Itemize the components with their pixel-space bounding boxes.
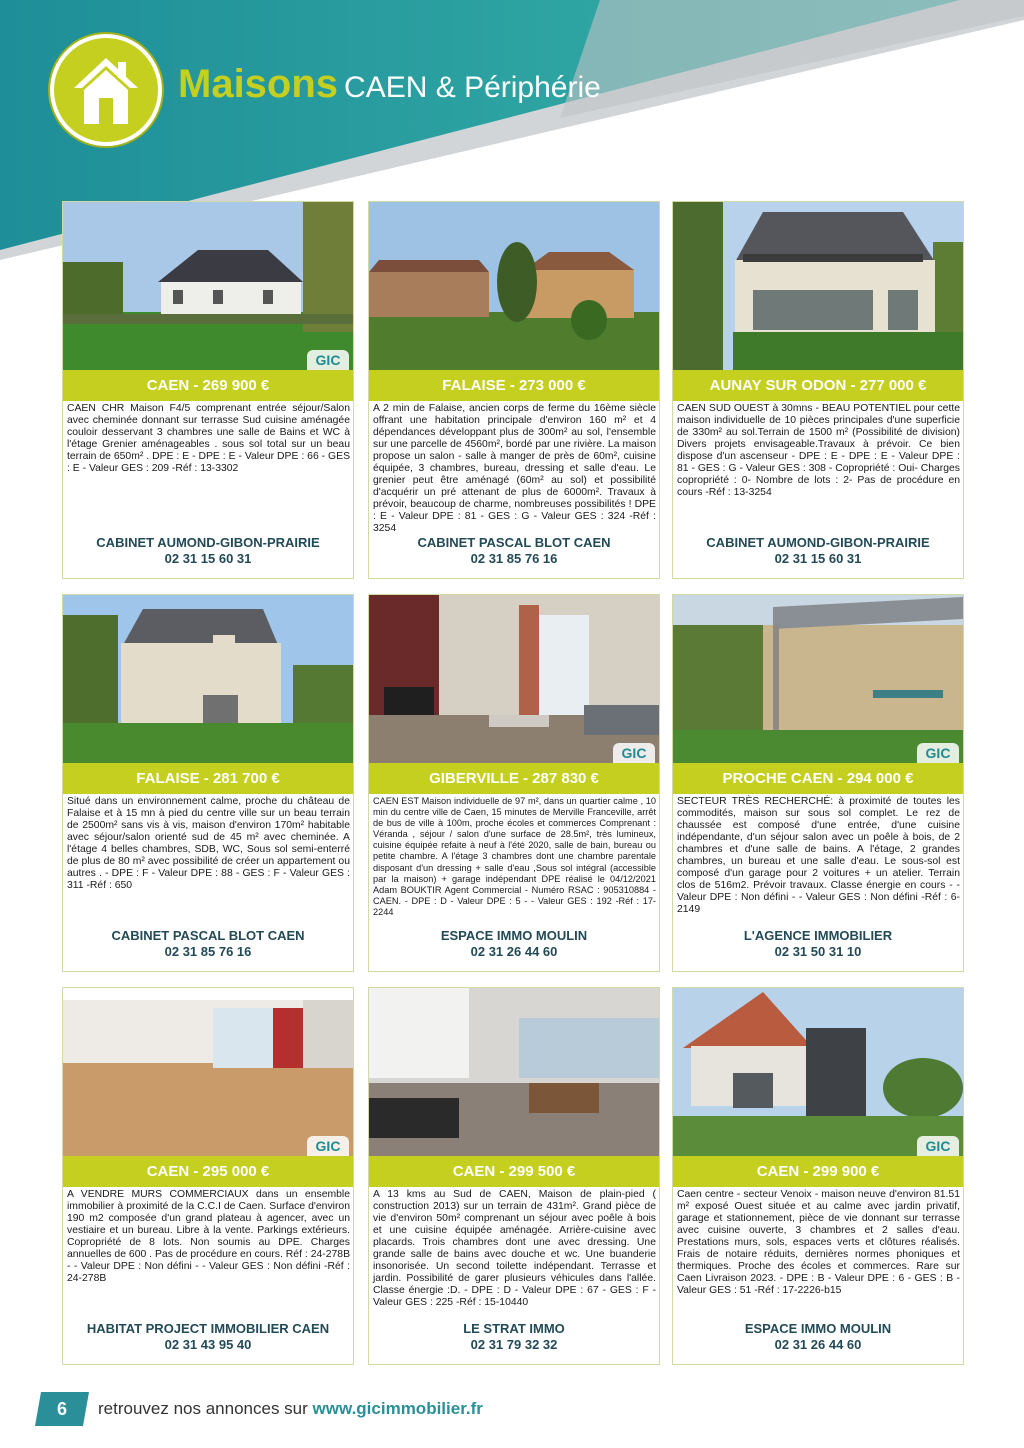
listing-card[interactable] [368,594,660,972]
listing-phone[interactable]: 02 31 15 60 31 [164,551,252,566]
listing-photo [673,595,963,763]
listing-description: Caen centre - secteur Venoix - maison neuve d'environ 81.51 m² exposé Ouest située et au calme avec jardin privatif, garage et stationnement, pièce de vie donnant sur terrasse avec cuisine ouverte, 3 chambres et 2 salles d'eau. Prestations murs, sols, espaces verts et clôtures réalisés. Frais de notaire réduits, dernières normes phoniques et thermiques. Proche des écoles et commerces. Rare sur Caen Livraison 2023. - DPE : B - Valeur DPE : 6 - GES : B - Valeur GES : 51 -Réf : 17-2226-b15 [677,1189,960,1296]
listing-agency[interactable]: LE STRAT IMMO [463,1321,565,1336]
listing-photo [369,202,659,370]
listing-photo [63,988,353,1156]
listing-description: Situé dans un environnement calme, proche du château de Falaise et à 15 mn à pied du centre ville sur un beau terrain de 2500m² sans vis à vis, maison d'environ 170m² habitable avec séjour/salon orienté sud de 45 m² avec cheminée. A l'étage 4 belles chambres, SDB, WC, Sous sol semi-enterré de plus de 80 m² avec possibilité de créer un appartement ou autres . - DPE : F - Valeur DPE : 88 - GES : F - Valeur GES : 311 -Réf : 650 [67,796,350,891]
listing-title: CAEN - 295 000 € [63,1156,353,1187]
listing-card[interactable] [62,987,354,1365]
listing-title: CAEN - 269 900 € [63,370,353,401]
agency-logo: GIC [307,350,349,370]
listing-card[interactable] [62,201,354,579]
agency-logo: GIC [307,1136,349,1156]
page-title-sub: CAEN & Périphérie [344,71,601,104]
page-title-main: Maisons [178,62,339,106]
listing-card[interactable] [368,201,660,579]
listing-photo [369,595,659,763]
listing-photo [369,988,659,1156]
listing-agency[interactable]: CABINET AUMOND-GIBON-PRAIRIE [706,535,930,550]
listing-title: FALAISE - 273 000 € [369,370,659,401]
listing-card[interactable] [62,594,354,972]
agency-logo: GIC [917,1136,959,1156]
page-number: 6 [56,1399,67,1419]
listing-title: GIBERVILLE - 287 830 € [369,763,659,794]
listing-agency[interactable]: CABINET AUMOND-GIBON-PRAIRIE [96,535,320,550]
listing-description: A 2 min de Falaise, ancien corps de ferme du 16ème siècle offrant une habitation principale d'environ 160 m² et 4 dépendances développant plus de 300m² au sol, l'ensemble sur une parcelle de 4560m², bordé par une rivière. La maison propose un salon - salle à manger de près de 60m², cuisine équipée, 3 chambres, bureau, dressing et salle d'eau. Le grenier peut être aménagé (60m² au sol) et possibilité d'acquérir un pré attenant de plus de 6000m². Travaux à prévoir, beaucoup de charme, nombreuses possibilités ! DPE : E - Valeur DPE : 81 - GES : G - Valeur GES : 324 -Réf : 3254 [373,403,656,534]
listing-agency[interactable]: ESPACE IMMO MOULIN [744,1321,892,1336]
listing-description: CAEN SUD OUEST à 30mns - BEAU POTENTIEL pour cette maison individuelle de 10 pièces principales d'une superficie de 330m² au sol.Terrain de 1500 m² (Possibilité de division) Divers projets envisageable.Travaux à prévoir. Ce bien dispose d'un ascenseur - DPE : E - DPE : E - Valeur DPE : 81 - GES : G - Valeur GES : 308 - Copropriété : Oui- Charges copropriété : 0- Nombre de lots : 2- Pas de procédure en cours -Réf : 13-3254 [677,403,960,498]
listing-title: CAEN - 299 500 € [369,1156,659,1187]
listing-agency[interactable]: L'AGENCE IMMOBILIER [743,928,893,943]
footer-text [98,1399,483,1419]
listing-title: FALAISE - 281 700 € [63,763,353,794]
listing-phone[interactable]: 02 31 43 95 40 [164,1337,252,1352]
listing-phone[interactable]: 02 31 26 44 60 [470,944,558,959]
listing-phone[interactable]: 02 31 85 76 16 [470,551,558,566]
listing-title: PROCHE CAEN - 294 000 € [673,763,963,794]
agency-logo: GIC [917,743,959,763]
listing-card[interactable] [368,987,660,1365]
listing-agency[interactable]: HABITAT PROJECT IMMOBILIER CAEN [86,1321,330,1336]
page-title [178,62,601,107]
listing-agency[interactable]: CABINET PASCAL BLOT CAEN [417,535,611,550]
listing-photo [63,595,353,763]
listing-description: A 13 kms au Sud de CAEN, Maison de plain-pied ( construction 2013) sur un terrain de 431m². Grand pièce de vie d'environ 50m² comprenant un séjour avec poêle à bois et une cuisine équipée aménagée. Arrière-cuisine avec placards. Trois chambres dont une avec dressing. Une grande salle de bains avec douche et wc. Une buanderie insonorisée. Un second toilette indépendant. Terrasse et jardin. Possibilité de garer plusieurs véhicules dans l'allée. Classe énergie :D. - DPE : D - Valeur DPE : 67 - GES : F - Valeur GES : 225 -Réf : 15-10440 [373,1189,656,1308]
footer-caption: retrouvez nos annonces sur [98,1399,308,1418]
listing-photo [673,988,963,1156]
listing-phone[interactable]: 02 31 79 32 32 [470,1337,558,1352]
listing-phone[interactable]: 02 31 15 60 31 [774,551,862,566]
listing-agency[interactable]: CABINET PASCAL BLOT CAEN [111,928,305,943]
listing-phone[interactable]: 02 31 26 44 60 [774,1337,862,1352]
listing-agency[interactable]: ESPACE IMMO MOULIN [440,928,588,943]
listing-phone[interactable]: 02 31 85 76 16 [164,944,252,959]
listing-photo [63,202,353,370]
listing-description: A VENDRE MURS COMMERCIAUX dans un ensemble immobilier à proximité de la C.C.I de Caen. Surface d'environ 190 m2 composée d'un grand plateau à agencer, avec un vestiaire et un bureau. Libre à la vente. Parkings extérieurs. Copropriété de 8 lots. Non soumis au DPE. Charges annuelles de 600 . Pas de procédure en cours. Réf : 24-278B - - Valeur DPE : Non défini - - Valeur GES : Non défini -Réf : 24-278B [67,1189,350,1284]
footer-website-link[interactable]: www.gicimmobilier.fr [312,1399,483,1418]
house-icon-badge [50,34,162,146]
listing-title: AUNAY SUR ODON - 277 000 € [673,370,963,401]
listing-description: CAEN CHR Maison F4/5 comprenant entrée séjour/Salon avec cheminée donnant sur terrasse Sud cuisine aménagée couloir desservant 3 chambres une salle de Bains et WC à l'étage Grenier aménageables . sous sol total sur un beau terrain de 650m² . DPE : E - DPE : E - Valeur DPE : 66 - GES : E - Valeur GES : 209 -Réf : 13-3302 [67,403,350,474]
listing-card[interactable] [672,201,964,579]
listing-description: CAEN EST Maison individuelle de 97 m², dans un quartier calme , 10 min du centre ville de Caen, 15 minutes de Merville Franceville, arrêt de bus de ville à 100m, proche écoles et commerces Comprenant : Véranda , séjour / salon d'une surface de 28.5m², très lumineux, cuisine équipée refaite à neuf à l'été 2020, salle de bain, bureau ou petite chambre. A l'étage 3 chambres dont une chambre parentale disposant d'un dressing + salle d'eau ,Sous sol intégral (accessible par la maison) + garage indépendant DPE réalisé le 04/12/2021 Adam BOUKTIR Agent Commercial - Numéro RSAC : 905310884 - CAEN. - DPE : D - Valeur DPE : 5 - - Valeur GES : 192 -Réf : 17-2244 [373,796,656,917]
listing-card[interactable] [672,987,964,1365]
listing-photo [673,202,963,370]
listing-card[interactable] [672,594,964,972]
agency-logo: GIC [613,743,655,763]
house-icon [72,54,140,126]
listing-title: CAEN - 299 900 € [673,1156,963,1187]
listing-description: SECTEUR TRÈS RECHERCHÉ: à proximité de toutes les commodités, maison sur sous sol complet. Le rez de chaussée est composé d'une entrée, d'une cuisine indépendante, d'un séjour salon avec un poêle à bois, de 2 chambres et d'une salle de bains. A l'étage, 2 grandes chambres, un bureau et une salle d'eau. Le sous-sol est composé d'un garage pour 2 voitures + un atelier. Terrain clos de 516m2. Prévoir travaux. Classe énergie en cours - - Valeur DPE : Non défini - - Valeur GES : Non défini -Réf : 6-2149 [677,796,960,915]
listing-phone[interactable]: 02 31 50 31 10 [774,944,862,959]
